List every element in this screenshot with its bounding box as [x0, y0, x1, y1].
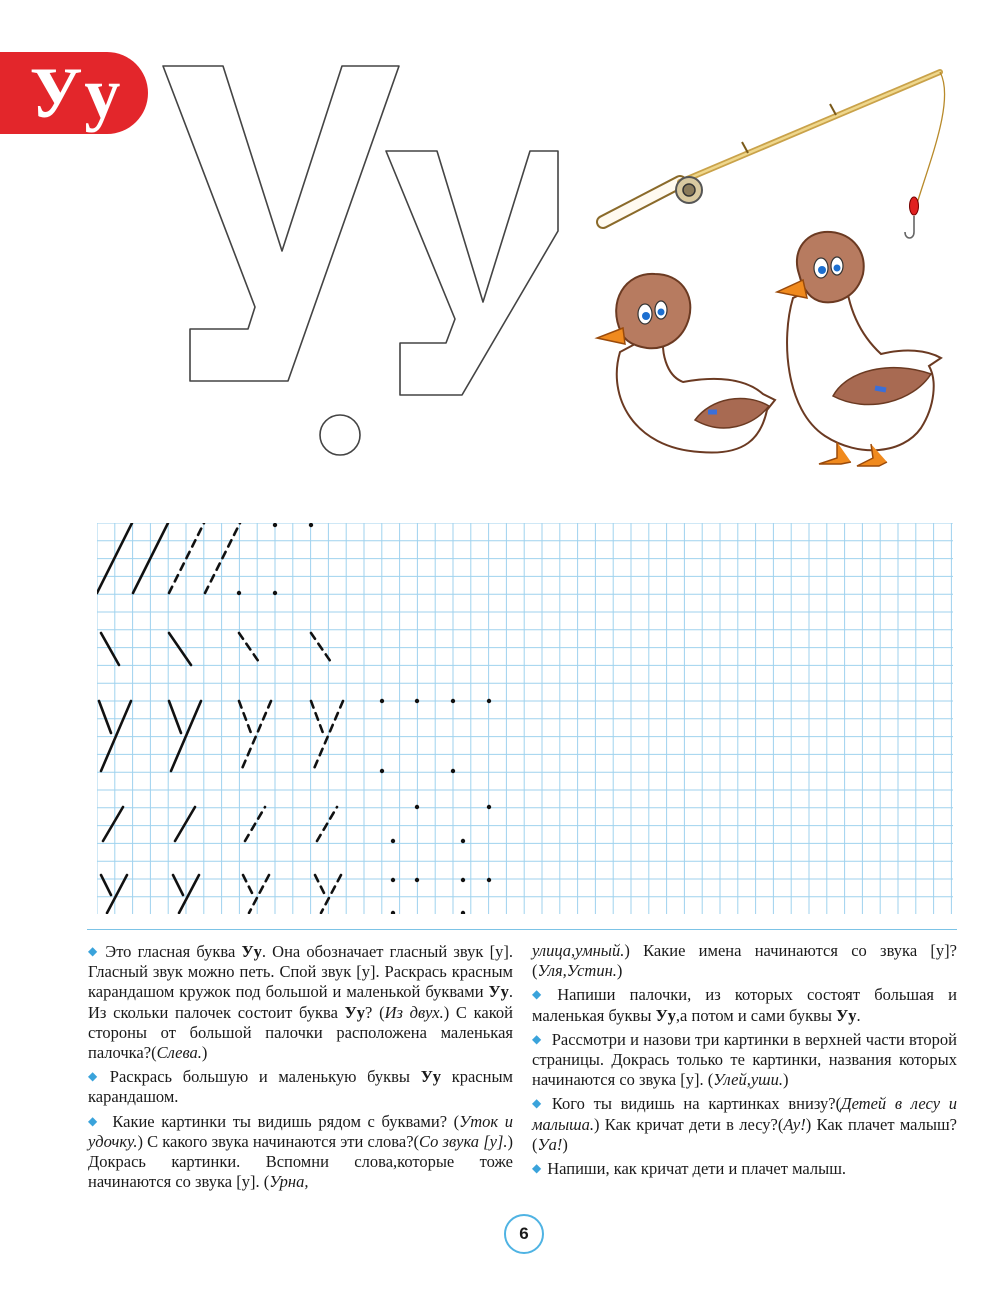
bullet-icon: ◆: [88, 944, 100, 958]
page-number-label: 6: [519, 1224, 529, 1243]
guide-dot: [451, 769, 455, 773]
instructions-right-column: [532, 941, 957, 1182]
dashed-stroke: [241, 701, 271, 771]
guide-dot: [380, 769, 384, 773]
text-run: Кого ты видишь на картинках внизу?(: [551, 1094, 842, 1114]
guide-dot: [391, 911, 395, 914]
guide-dot: [487, 699, 491, 703]
instruction-paragraph: [88, 941, 513, 1063]
guide-dot: [415, 878, 419, 882]
solid-stroke: [99, 701, 111, 733]
text-run: ,а потом и сами буквы: [675, 1005, 837, 1025]
text-run: Из двух.: [384, 1002, 444, 1022]
guide-dot: [415, 699, 419, 703]
badge-letter: Уу: [29, 53, 123, 133]
bullet-icon: ◆: [532, 987, 552, 1002]
text-run: Напиши, как кричат дети и плачет малыш.: [547, 1159, 847, 1179]
solid-stroke: [173, 875, 183, 895]
text-run: .: [856, 1005, 861, 1025]
illustrations: [585, 60, 955, 480]
bullet-icon: ◆: [532, 1161, 542, 1176]
text-run: ) Какие имена начинаются со звука [у]?(: [532, 941, 957, 981]
solid-stroke: [175, 807, 195, 841]
text-run: ) Как плачет малыш?(: [532, 1114, 957, 1154]
small-duckling-icon: [597, 274, 775, 453]
guide-dot: [415, 805, 419, 809]
dashed-stroke: [317, 807, 337, 841]
text-run: улица,умный.: [532, 941, 625, 960]
text-run: Слева.: [156, 1043, 202, 1063]
text-run: Детей в лесу и малыша.: [532, 1094, 958, 1134]
instruction-paragraph: [532, 941, 957, 981]
guide-dot: [461, 878, 465, 882]
writing-grid[interactable]: [97, 523, 953, 914]
outline-small-u: [386, 151, 558, 395]
text-run: ? (: [365, 1002, 385, 1022]
text-run: ) Докрась картинки. Вспомни слова,которые тоже начинаются со звука [у]. (: [88, 1131, 513, 1192]
text-run: красным карандашом.: [88, 1067, 513, 1107]
text-run: Это гласная буква: [105, 942, 242, 961]
text-run: ): [782, 1070, 789, 1090]
dashed-stroke: [311, 701, 323, 733]
text-run: Уток и удочку.: [88, 1111, 513, 1151]
dashed-stroke: [243, 875, 253, 895]
text-run: Уля,Устин.: [537, 961, 617, 981]
text-run: Какие картинки ты видишь рядом с буквами? (: [105, 1111, 460, 1131]
dashed-stroke: [239, 701, 251, 733]
text-run: Рассмотри и назови три картинки в верхней части второй страницы. Докрась только те картинки, названия которых начинаются со звука [у]. (: [532, 1029, 958, 1090]
text-run: ): [562, 1134, 568, 1154]
bullet-icon: ◆: [532, 1031, 542, 1046]
instruction-paragraph: [532, 984, 957, 1025]
solid-stroke: [101, 633, 119, 665]
instruction-paragraph: [88, 1066, 513, 1107]
text-run: Напиши палочки, из которых состоят большая и маленькая буквы: [532, 985, 957, 1025]
dashed-stroke: [315, 875, 325, 895]
text-run: Уу: [836, 1005, 857, 1025]
text-run: ) Как кричат дети в лесу?(: [593, 1114, 784, 1134]
dashed-stroke: [245, 807, 265, 841]
guide-dot: [237, 591, 241, 595]
text-run: Урна,: [269, 1172, 309, 1192]
text-run: ) С какого звука начинаются эти слова?(: [137, 1131, 420, 1151]
guide-dot: [451, 699, 455, 703]
text-run: Уу: [241, 942, 262, 961]
fishing-rod-icon: [603, 72, 945, 238]
guide-dot: [380, 699, 384, 703]
solid-stroke: [169, 701, 181, 733]
dashed-stroke: [239, 633, 261, 665]
guide-dot: [391, 878, 395, 882]
text-run: . Она обозначает гласный звук [у]. Гласный звук можно петь. Спой звук [у]. Раскрась красным карандашом кружок под большой и маленькой буквами: [88, 942, 513, 1002]
guide-dot: [487, 805, 491, 809]
guide-dot: [487, 878, 491, 882]
text-run: Со звука [у].: [419, 1131, 508, 1151]
instruction-paragraph: [88, 1111, 513, 1193]
coloring-circle[interactable]: [320, 415, 360, 455]
solid-stroke: [101, 701, 131, 771]
section-divider: [87, 929, 957, 930]
text-run: ): [201, 1043, 208, 1063]
text-run: Уу: [344, 1002, 366, 1022]
guide-dot: [273, 523, 277, 527]
guide-dot: [461, 839, 465, 843]
text-run: Уа!: [537, 1134, 563, 1154]
outline-letters: [150, 55, 570, 465]
guide-dot: [273, 591, 277, 595]
text-run: Ау!: [783, 1114, 806, 1134]
bullet-icon: ◆: [88, 1069, 104, 1084]
guide-dot: [391, 839, 395, 843]
text-run: Улей,уши.: [713, 1070, 783, 1090]
instructions-left-column: [88, 941, 513, 1195]
guide-dot: [309, 523, 313, 527]
text-run: . Из скольки палочек состоит буква: [88, 982, 513, 1022]
text-run: ) С какой стороны от большой палочки расположена маленькая палочка?(: [88, 1002, 513, 1063]
page-number: [504, 1214, 544, 1254]
text-run: Уу: [420, 1067, 442, 1087]
guide-dot: [461, 911, 465, 914]
text-run: Уу: [655, 1005, 676, 1025]
letter-badge: [0, 52, 148, 134]
text-run: Раскрась большую и маленькую буквы: [109, 1067, 421, 1087]
bullet-icon: ◆: [532, 1096, 546, 1111]
text-run: ): [616, 961, 623, 981]
instruction-paragraph: [532, 1029, 957, 1091]
solid-stroke: [101, 875, 111, 895]
instruction-paragraph: [532, 1158, 957, 1179]
dashed-stroke: [205, 523, 240, 593]
instruction-paragraph: [532, 1093, 957, 1155]
solid-stroke: [103, 807, 123, 841]
big-duckling-icon: [777, 232, 941, 466]
dashed-stroke: [311, 633, 333, 665]
outline-capital-u: [163, 66, 399, 381]
solid-stroke: [169, 633, 191, 665]
bullet-icon: ◆: [88, 1113, 100, 1128]
text-run: Уу: [488, 982, 509, 1002]
